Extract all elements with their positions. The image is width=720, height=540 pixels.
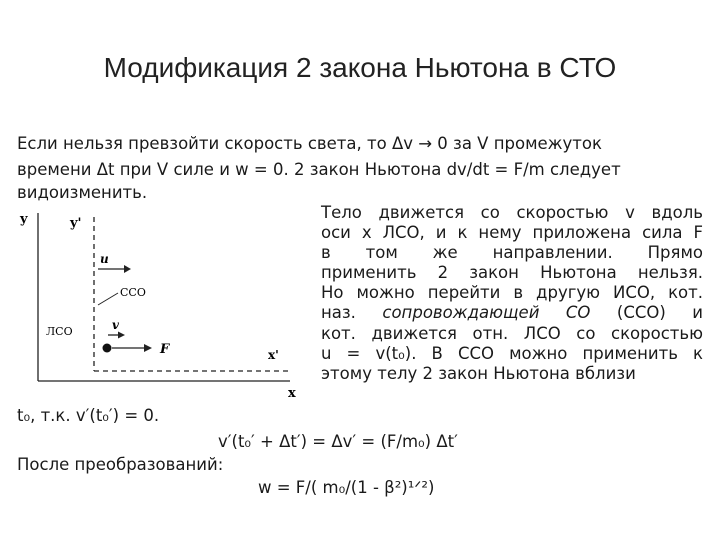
- right-line-5: Но можно перейти в другую ИСО, кот.: [321, 283, 703, 303]
- formula-1: v′(t₀′ + Δt′) = Δv′ = (F/m₀) Δt′: [218, 432, 458, 451]
- sso-leader: [98, 293, 118, 305]
- right-line-6-italic: сопровождающей СО: [382, 303, 591, 323]
- right-text-block: [321, 203, 703, 384]
- label-sso: ССО: [120, 286, 146, 299]
- label-y-prime: y': [70, 216, 82, 231]
- u-arrow-head: [124, 265, 131, 273]
- formula-2: w = F/( m₀/(1 - β²)¹ᐟ²): [258, 478, 435, 497]
- right-line-4: применить 2 закон Ньютона нельзя.: [321, 263, 703, 283]
- right-line-8: u = v(t₀). В ССО можно применить к: [321, 343, 703, 363]
- label-u: u: [100, 252, 109, 266]
- intro-line-1: Если нельзя превзойти скорость света, то Δv → 0 за V промежуток: [17, 134, 602, 153]
- right-line-6: [321, 303, 703, 323]
- label-F: F: [160, 342, 170, 357]
- continuation-line-1: t₀, т.к. v′(t₀′) = 0.: [17, 406, 160, 425]
- reference-frames-diagram: [0, 195, 300, 415]
- label-y: y: [20, 212, 28, 227]
- right-line-6-pre: наз.: [321, 303, 383, 323]
- body-dot: [103, 344, 112, 353]
- label-lso: ЛСО: [46, 325, 73, 338]
- force-arrow-head: [144, 344, 152, 352]
- right-line-1: Тело движется со скоростью v вдоль: [321, 203, 703, 222]
- right-line-6-post: (ССО) и: [590, 303, 703, 323]
- right-line-2: оси x ЛСО, и к нему приложена сила F: [321, 223, 703, 243]
- label-v: v: [112, 318, 119, 332]
- label-x: x: [288, 386, 296, 401]
- right-line-7: кот. движется отн. ЛСО со скоростью: [321, 323, 703, 343]
- label-x-prime: x': [268, 348, 279, 362]
- v-arrow-head: [118, 332, 125, 339]
- intro-line-2: времени Δt при V силе и w = 0. 2 закон Ньютона dv/dt = F/m следует: [17, 160, 621, 179]
- slide-title: Модификация 2 закона Ньютона в СТО: [103, 52, 617, 83]
- right-line-9: этому телу 2 закон Ньютона вблизи: [321, 363, 636, 383]
- intro-line-3: видоизменить.: [17, 183, 148, 202]
- continuation-line-2: После преобразований:: [17, 455, 224, 474]
- right-line-3: в том же направлении. Прямо: [321, 243, 703, 263]
